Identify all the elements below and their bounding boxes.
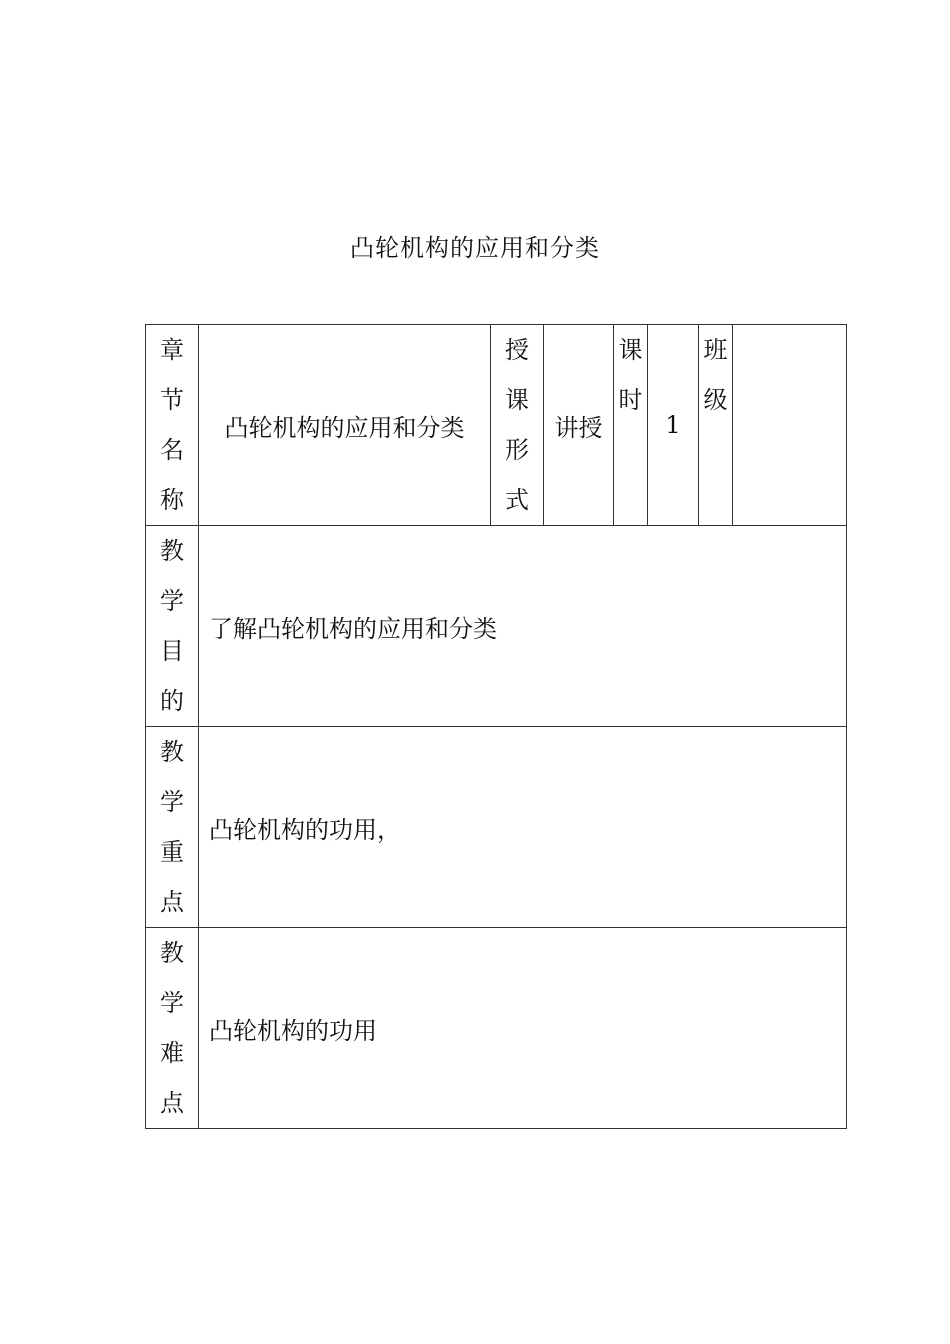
class-hours-value: 1 xyxy=(648,325,699,526)
class-hours-label: 课 时 xyxy=(614,325,648,526)
lesson-plan-table xyxy=(145,324,847,1129)
teaching-method-label: 授 课 形 式 xyxy=(491,325,544,526)
table-row-key-points xyxy=(146,727,847,928)
chapter-name-value: 凸轮机构的应用和分类 xyxy=(199,325,491,526)
chapter-name-label: 章 节 名 称 xyxy=(146,325,199,526)
teaching-method-value: 讲授 xyxy=(544,325,614,526)
class-label: 班 级 xyxy=(699,325,733,526)
table-row-objective xyxy=(146,526,847,727)
key-points-label: 教 学 重 点 xyxy=(146,727,199,928)
objective-content: 了解凸轮机构的应用和分类 xyxy=(199,526,847,727)
objective-label: 教 学 目 的 xyxy=(146,526,199,727)
class-value xyxy=(733,325,847,526)
header-row xyxy=(146,325,847,526)
key-points-content: 凸轮机构的功用， xyxy=(199,727,847,928)
difficulties-label: 教 学 难 点 xyxy=(146,928,199,1129)
document-title: 凸轮机构的应用和分类 xyxy=(350,234,600,262)
difficulties-content: 凸轮机构的功用 xyxy=(199,928,847,1129)
table-row-difficulties xyxy=(146,928,847,1129)
